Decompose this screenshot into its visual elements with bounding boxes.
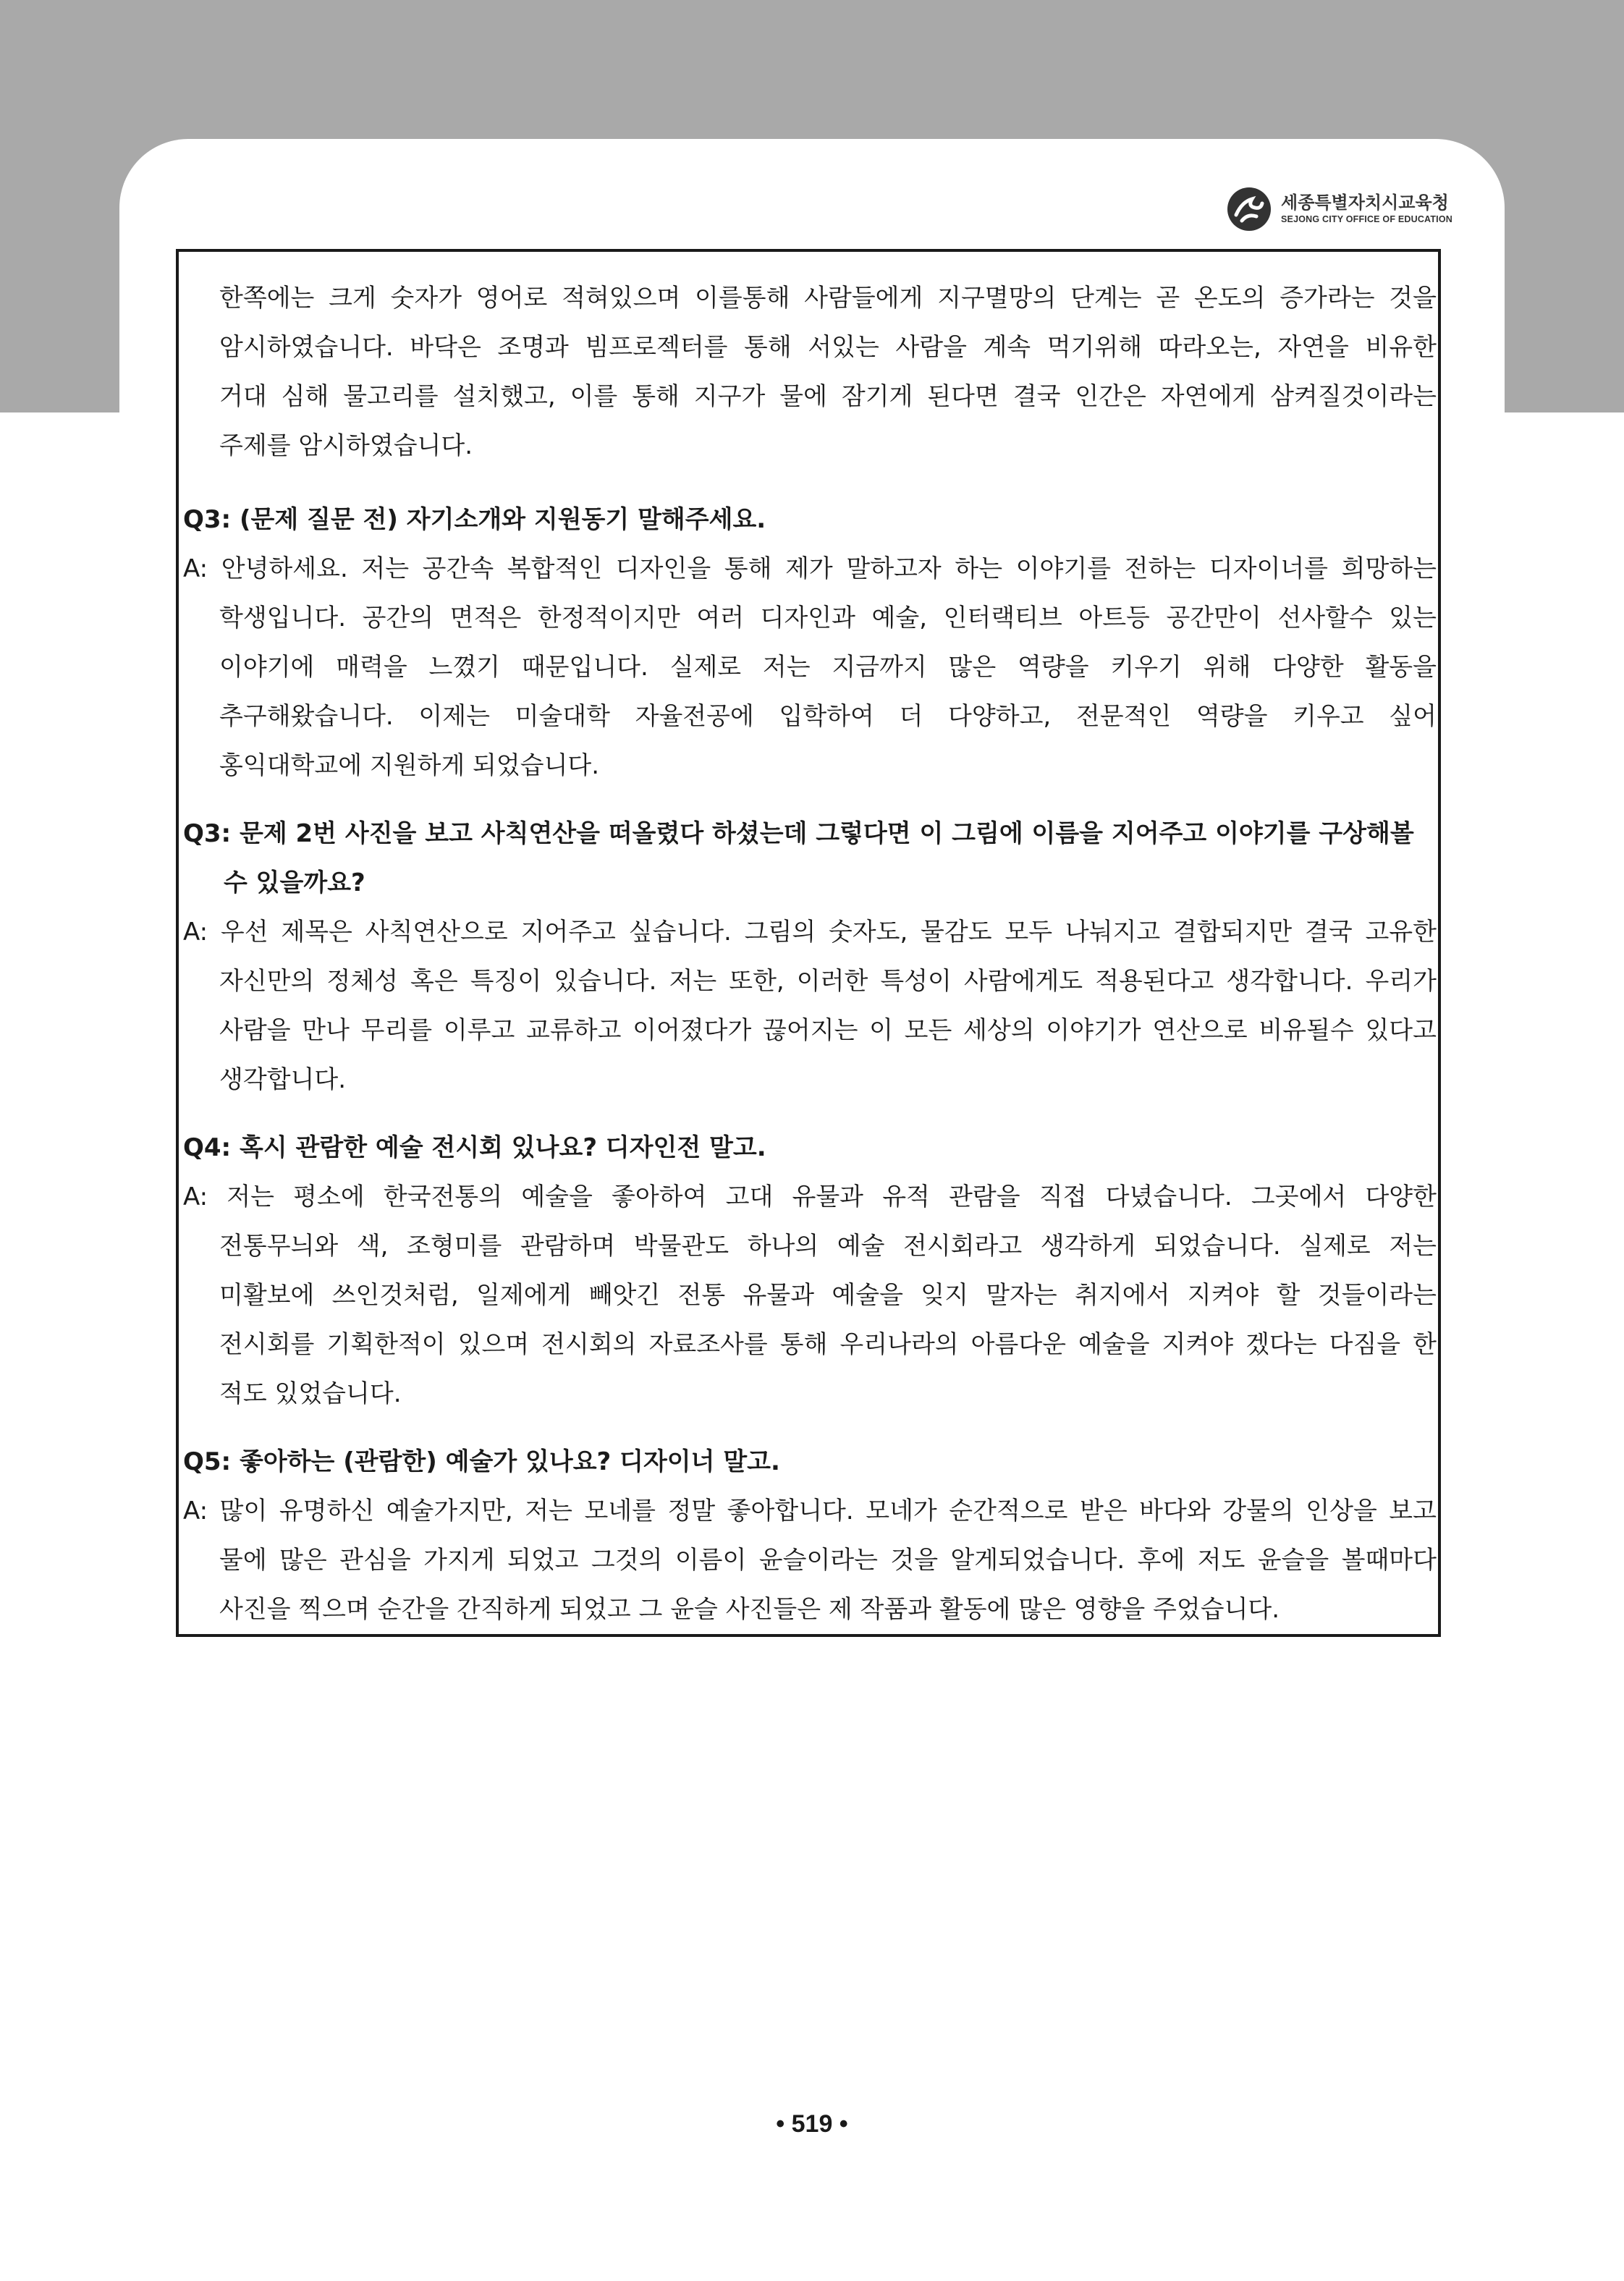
org-logo bbox=[1226, 184, 1452, 234]
answer-line: 사진을 찍으며 순간을 간직하게 되었고 그 윤슬 사진들은 제 작품과 활동에 많은 영향을 주었습니다. bbox=[219, 1595, 1280, 1624]
answer-line: 사람을 만나 무리를 이루고 교류하고 이어졌다가 끊어지는 이 모든 세상의 이야기가 연산으로 비유될수 있다고 bbox=[219, 1016, 1437, 1045]
left-edge-bar bbox=[0, 397, 119, 412]
answer-line: 물에 많은 관심을 가지게 되었고 그것의 이름이 윤슬이라는 것을 알게되었습니다. 후에 저도 윤슬을 볼때마다 bbox=[219, 1546, 1437, 1575]
intro-line: 암시하였습니다. 바닥은 조명과 빔프로젝터를 통해 서있는 사람을 계속 먹기위해 따라오는, 자연을 비유한 bbox=[219, 333, 1437, 362]
right-edge-bar bbox=[1505, 397, 1624, 412]
answer-line: 자신만의 정체성 혹은 특징이 있습니다. 저는 또한, 이러한 특성이 사람에게도 적용된다고 생각합니다. 우리가 bbox=[219, 967, 1437, 996]
question-q3-picture: Q3: 문제 2번 사진을 보고 사칙연산을 떠올렸다 하셨는데 그렇다면 이 그림에 이름을 지어주고 이야기를 구상해볼 bbox=[183, 819, 1414, 848]
question-q3-picture-cont: 수 있을까요? bbox=[224, 868, 365, 897]
answer-line: 미활보에 쓰인것처럼, 일제에게 빼앗긴 전통 유물과 예술을 잊지 말자는 취지에서 지켜야 할 것들이라는 bbox=[219, 1281, 1437, 1310]
org-name-korean: 세종특별자치시교육청 bbox=[1281, 192, 1449, 213]
answer-line: 전통무늬와 색, 조형미를 관람하며 박물관도 하나의 예술 전시회라고 생각하게 되었습니다. 실제로 저는 bbox=[219, 1232, 1437, 1261]
org-name-english: SEJONG CITY OFFICE OF EDUCATION bbox=[1281, 214, 1453, 225]
answer-line: 전시회를 기획한적이 있으며 전시회의 자료조사를 통해 우리나라의 아름다운 예술을 지켜야 겠다는 다짐을 한 bbox=[219, 1330, 1437, 1359]
answer-line: 생각합니다. bbox=[219, 1065, 347, 1094]
answer-line: 추구해왔습니다. 이제는 미술대학 자율전공에 입학하여 더 다양하고, 전문적인 역량을 키우고 싶어 bbox=[219, 702, 1437, 731]
answer-line: 적도 있었습니다. bbox=[219, 1379, 402, 1408]
answer-line: A: 많이 유명하신 예술가지만, 저는 모네를 정말 좋아합니다. 모네가 순간적으로 받은 바다와 강물의 인상을 보고 bbox=[183, 1497, 1437, 1525]
sejong-emblem-icon bbox=[1226, 186, 1272, 232]
intro-line: 거대 심해 물고리를 설치했고, 이를 통해 지구가 물에 잠기게 된다면 결국 인간은 자연에게 삼켜질것이라는 bbox=[219, 382, 1437, 411]
answer-line: 이야기에 매력을 느꼈기 때문입니다. 실제로 저는 지금까지 많은 역량을 키우기 위해 다양한 활동을 bbox=[219, 653, 1437, 682]
page-number: • 519 • bbox=[776, 2110, 848, 2138]
answer-line: 학생입니다. 공간의 면적은 한정적이지만 여러 디자인과 예술, 인터랙티브 아트등 공간만이 선사할수 있는 bbox=[219, 604, 1437, 632]
intro-line: 한쪽에는 크게 숫자가 영어로 적혀있으며 이를통해 사람들에게 지구멸망의 단계는 곧 온도의 증가라는 것을 bbox=[219, 284, 1437, 313]
qa-content-box bbox=[176, 249, 1441, 1637]
answer-line: 홍익대학교에 지원하게 되었습니다. bbox=[219, 751, 600, 780]
intro-line: 주제를 암시하였습니다. bbox=[219, 431, 473, 460]
answer-line: A: 저는 평소에 한국전통의 예술을 좋아하여 고대 유물과 유적 관람을 직접 다녔습니다. 그곳에서 다양한 bbox=[183, 1182, 1437, 1211]
question-q4: Q4: 혹시 관람한 예술 전시회 있나요? 디자인전 말고. bbox=[183, 1133, 766, 1162]
answer-line: A: 안녕하세요. 저는 공간속 복합적인 디자인을 통해 제가 말하고자 하는 이야기를 전하는 디자이너를 희망하는 bbox=[183, 554, 1437, 583]
question-q5: Q5: 좋아하는 (관람한) 예술가 있나요? 디자이너 말고. bbox=[183, 1447, 780, 1476]
question-q3-intro: Q3: (문제 질문 전) 자기소개와 지원동기 말해주세요. bbox=[183, 505, 766, 534]
answer-line: A: 우선 제목은 사칙연산으로 지어주고 싶습니다. 그림의 숫자도, 물감도 모두 나눠지고 결합되지만 결국 고유한 bbox=[183, 918, 1437, 947]
